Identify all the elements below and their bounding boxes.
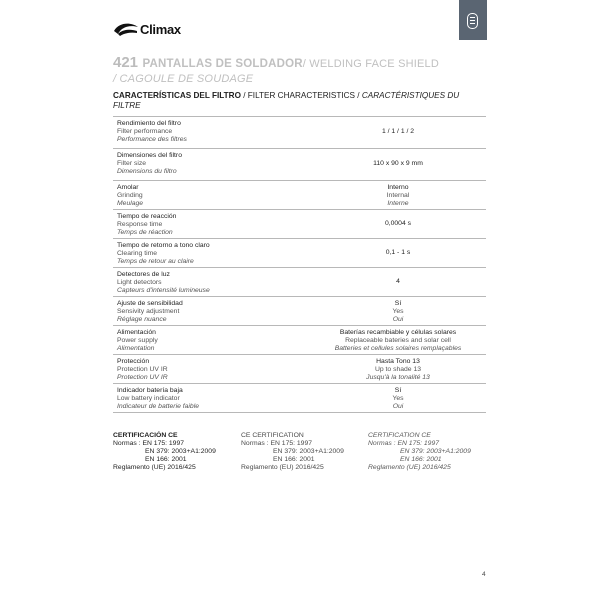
certification-en	[241, 432, 344, 472]
value-v2: Replaceable bateries and solar cell	[345, 337, 451, 345]
product-tab	[459, 0, 487, 40]
label-es: Amolar	[117, 184, 139, 191]
title-es: PANTALLAS DE SOLDADOR	[142, 58, 303, 70]
cert-line: Normas : EN 175: 1997	[368, 440, 440, 447]
value-v1: Sí	[394, 387, 402, 394]
table-row	[113, 149, 486, 181]
label-fr: Indicateur de batterie faible	[117, 403, 199, 411]
product-number: 421	[113, 54, 139, 71]
label-fr: Capteurs d'intensité lumineuse	[117, 287, 210, 295]
label-en: Filter performance	[117, 128, 173, 136]
filter-characteristics-table	[113, 116, 486, 413]
table-row	[113, 117, 486, 149]
row-value	[303, 329, 493, 354]
cert-title: CERTIFICATION CE	[368, 432, 431, 439]
row-label	[117, 152, 182, 177]
cert-line: Normas : EN 175: 1997	[241, 440, 313, 447]
label-en: Clearing time	[117, 250, 158, 258]
row-label	[117, 329, 158, 354]
value-v3: Batteries et cellules solaires remplaçables	[334, 345, 462, 353]
brand-logo	[113, 22, 183, 40]
row-label	[117, 242, 210, 267]
label-fr: Meulage	[117, 200, 144, 208]
value-v1: 1 / 1 / 1 / 2	[381, 128, 415, 135]
title-fr: / CAGOULE DE SOUDAGE	[113, 73, 254, 85]
row-label	[117, 271, 210, 296]
value-v2: Yes	[392, 308, 404, 316]
cert-line: Reglamento (UE) 2016/425	[368, 464, 451, 471]
label-es: Rendimiento del filtro	[117, 120, 181, 127]
value-v1: Sí	[394, 300, 402, 307]
row-value	[303, 387, 493, 412]
value-v3: Oui	[392, 316, 404, 324]
value-v3: Interne	[387, 200, 409, 208]
label-en: Power supply	[117, 337, 158, 345]
row-value	[303, 358, 493, 383]
label-fr: Dimensions du filtro	[117, 168, 177, 176]
row-label	[117, 300, 183, 325]
row-value	[303, 278, 493, 286]
row-value	[303, 220, 493, 228]
cert-title: CERTIFICACIÓN CE	[113, 432, 178, 439]
value-v1: 110 x 90 x 9 mm	[373, 160, 423, 167]
label-en: Sensivity adjustment	[117, 308, 180, 316]
label-en: Protection UV IR	[117, 366, 168, 374]
row-label	[117, 213, 176, 238]
cert-line: Reglamento (EU) 2016/425	[241, 464, 324, 471]
label-en: Filter size	[117, 160, 147, 168]
row-label	[117, 120, 187, 145]
label-es: Ajuste de sensibilidad	[117, 300, 183, 307]
cert-line: Normas : EN 175: 1997	[113, 440, 185, 447]
label-en: Low battery indicator	[117, 395, 180, 403]
value-v1: Interno	[387, 184, 409, 191]
section-title-en: / FILTER CHARACTERISTICS /	[240, 91, 362, 100]
table-row	[113, 268, 486, 297]
cert-line: EN 379: 2003+A1:2009	[145, 448, 216, 455]
row-value	[303, 249, 493, 257]
cert-line: EN 166: 2001	[273, 456, 315, 463]
certification-fr	[368, 432, 471, 472]
table-row	[113, 384, 486, 413]
cert-title: CE CERTIFICATION	[241, 432, 304, 439]
row-label	[117, 184, 143, 209]
table-row	[113, 355, 486, 384]
title-en: / WELDING FACE SHIELD	[302, 58, 440, 70]
label-es: Alimentación	[117, 329, 156, 336]
value-v3: Jusqu'à la tonalité 13	[366, 374, 430, 382]
value-v1: 0,1 - 1 s	[385, 249, 411, 256]
label-es: Tiempo de retorno a tono claro	[117, 242, 210, 249]
label-es: Protección	[117, 358, 150, 365]
label-fr: Protection UV IR	[117, 374, 168, 382]
cert-line: EN 166: 2001	[145, 456, 187, 463]
cert-line: EN 379: 2003+A1:2009	[273, 448, 344, 455]
value-v1: Hasta Tono 13	[376, 358, 420, 365]
value-v2: Yes	[392, 395, 404, 403]
row-value	[303, 184, 493, 209]
row-label	[117, 358, 168, 383]
product-tab-icon	[467, 13, 478, 29]
section-title-es: CARACTERÍSTICAS DEL FILTRO	[113, 91, 241, 100]
label-en: Response time	[117, 221, 163, 229]
label-es: Detectores de luz	[117, 271, 170, 278]
table-row	[113, 239, 486, 268]
row-value	[303, 128, 493, 136]
page-number: 4	[482, 571, 486, 578]
label-fr: Performance des filtres	[117, 136, 187, 144]
value-v3: Oui	[392, 403, 404, 411]
label-es: Indicador batería baja	[117, 387, 183, 394]
label-es: Dimensiones del filtro	[117, 152, 182, 159]
label-en: Grinding	[117, 192, 143, 200]
table-row	[113, 210, 486, 239]
climax-swoosh-icon	[113, 23, 139, 37]
cert-line: EN 166: 2001	[400, 456, 442, 463]
label-es: Tiempo de reacción	[117, 213, 177, 220]
label-en: Light detectors	[117, 279, 162, 287]
table-row	[113, 181, 486, 210]
value-v2: Up to shade 13	[374, 366, 422, 374]
page-title	[113, 56, 473, 86]
section-title-fr: CARACTÉRISTIQUES DU FILTRE	[113, 91, 460, 110]
brand-name: Climax	[140, 22, 181, 37]
row-value	[303, 300, 493, 325]
row-label	[117, 387, 199, 412]
label-fr: Réglage nuance	[117, 316, 167, 324]
cert-line: Reglamento (UE) 2016/425	[113, 464, 196, 471]
table-row	[113, 297, 486, 326]
table-row	[113, 326, 486, 355]
value-v1: 0,0004 s	[384, 220, 412, 227]
label-fr: Temps de réaction	[117, 229, 173, 237]
label-fr: Alimentation	[117, 345, 155, 353]
value-v1: Baterías recambiable y células solares	[339, 329, 457, 336]
value-v2: Internal	[386, 192, 410, 200]
cert-line: EN 379: 2003+A1:2009	[400, 448, 471, 455]
row-value	[303, 160, 493, 168]
section-title	[113, 91, 463, 110]
label-fr: Temps de retour au claire	[117, 258, 194, 266]
certification-es	[113, 432, 216, 472]
value-v1: 4	[396, 278, 400, 285]
